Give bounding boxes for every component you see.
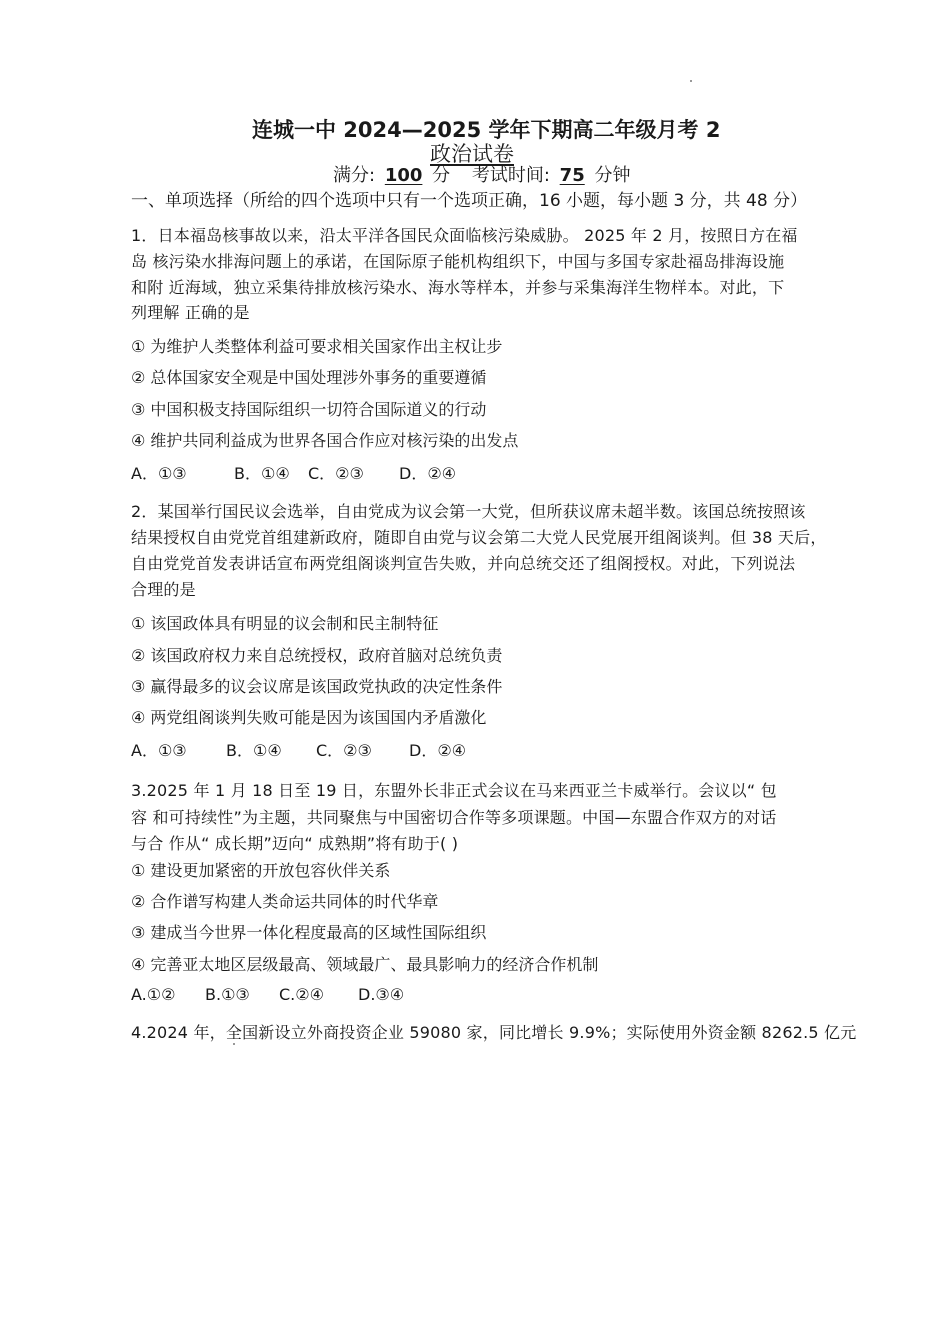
choice-b: B．①④ <box>234 464 290 483</box>
score-label: 满分: <box>333 165 376 186</box>
question-line: 结果授权自由党党首组建新政府，随即自由党与议会第二大党人民党展开组阁谈判。但 38 天后， <box>131 528 827 547</box>
question-line: 4.2024 年，全国新设立外商投资企业 59080 家，同比增长 9.9%；实际使用外资金额 8262.5 亿元 <box>131 1023 857 1042</box>
option-item: ① 该国政体具有明显的议会制和民主制特征 <box>131 614 439 633</box>
answer-choices <box>131 985 404 1004</box>
option-item: ① 建设更加紧密的开放包容伙伴关系 <box>131 861 391 880</box>
option-item: ③ 建成当今世界一体化程度最高的区域性国际组织 <box>131 923 487 942</box>
choice-d: D．②④ <box>409 741 467 760</box>
exam-title: 连城一中 2024—2025 学年下期高二年级月考 2 <box>252 118 721 142</box>
choice-a: A.①② <box>131 985 176 1004</box>
question-line: 合理的是 <box>131 580 196 599</box>
section-heading: 一、单项选择（所给的四个选项中只有一个选项正确，16 小题，每小题 3 分，共 48 分） <box>131 191 808 211</box>
option-item: ③ 赢得最多的议会议席是该国政党执政的决定性条件 <box>131 677 503 696</box>
choice-b: B．①④ <box>226 741 282 760</box>
choice-a: A．①③ <box>131 741 187 760</box>
time-unit: 分钟 <box>594 165 631 186</box>
option-item: ③ 中国积极支持国际组织一切符合国际道义的行动 <box>131 400 487 419</box>
scan-speck <box>233 1043 235 1045</box>
question-line: 3.2025 年 1 月 18 日至 19 日，东盟外长非正式会议在马来西亚兰卡威举行。会议以“ 包 <box>131 781 777 800</box>
time-label: 考试时间: <box>471 165 550 186</box>
choice-b: B.①③ <box>205 985 250 1004</box>
choice-c: C.②④ <box>279 985 324 1004</box>
question-line: 2．某国举行国民议会选举，自由党成为议会第一大党，但所获议席未超半数。该国总统按照该 <box>131 502 806 521</box>
option-item: ④ 维护共同利益成为世界各国合作应对核污染的出发点 <box>131 431 519 450</box>
option-item: ② 该国政府权力来自总统授权，政府首脑对总统负责 <box>131 646 503 665</box>
scan-speck <box>690 80 692 82</box>
answer-choices <box>131 738 466 761</box>
option-item: ④ 两党组阁谈判失败可能是因为该国国内矛盾激化 <box>131 708 487 727</box>
question-line: 自由党党首发表讲话宣布两党组阁谈判宣告失败，并向总统交还了组阁授权。对此，下列说法 <box>131 554 796 573</box>
choice-d: D．②④ <box>399 464 457 483</box>
answer-choices <box>131 461 456 484</box>
question-line: 容 和可持续性”为主题，共同聚焦与中国密切合作等多项课题。中国—东盟合作双方的对话 <box>131 808 777 827</box>
choice-d: D.③④ <box>358 985 405 1004</box>
option-item: ② 总体国家安全观是中国处理涉外事务的重要遵循 <box>131 368 487 387</box>
score-value: 100 <box>384 165 423 186</box>
choice-a: A．①③ <box>131 464 187 483</box>
question-line: 与合 作从“ 成长期”迈向“ 成熟期”将有助于( ) <box>131 834 459 853</box>
exam-meta <box>333 161 630 187</box>
question-line: 列理解 正确的是 <box>131 303 250 322</box>
option-item: ① 为维护人类整体利益可要求相关国家作出主权让步 <box>131 337 503 356</box>
choice-c: C．②③ <box>316 741 372 760</box>
exam-subtitle: 政治试卷 <box>430 142 514 166</box>
choice-c: C．②③ <box>308 464 364 483</box>
question-line: 和附 近海域，独立采集待排放核污染水、海水等样本，并参与采集海洋生物样本。对此，下 <box>131 278 785 297</box>
time-value: 75 <box>559 165 585 186</box>
option-item: ② 合作谱写构建人类命运共同体的时代华章 <box>131 892 439 911</box>
question-line: 岛 核污染水排海问题上的承诺，在国际原子能机构组织下，中国与多国专家赴福岛排海设施 <box>131 252 785 271</box>
option-item: ④ 完善亚太地区层级最高、领域最广、最具影响力的经济合作机制 <box>131 955 599 974</box>
question-line: 1．日本福岛核事故以来，沿太平洋各国民众面临核污染威胁。 2025 年 2 月，按照日方在福 <box>131 226 798 245</box>
score-unit: 分 <box>432 165 451 186</box>
